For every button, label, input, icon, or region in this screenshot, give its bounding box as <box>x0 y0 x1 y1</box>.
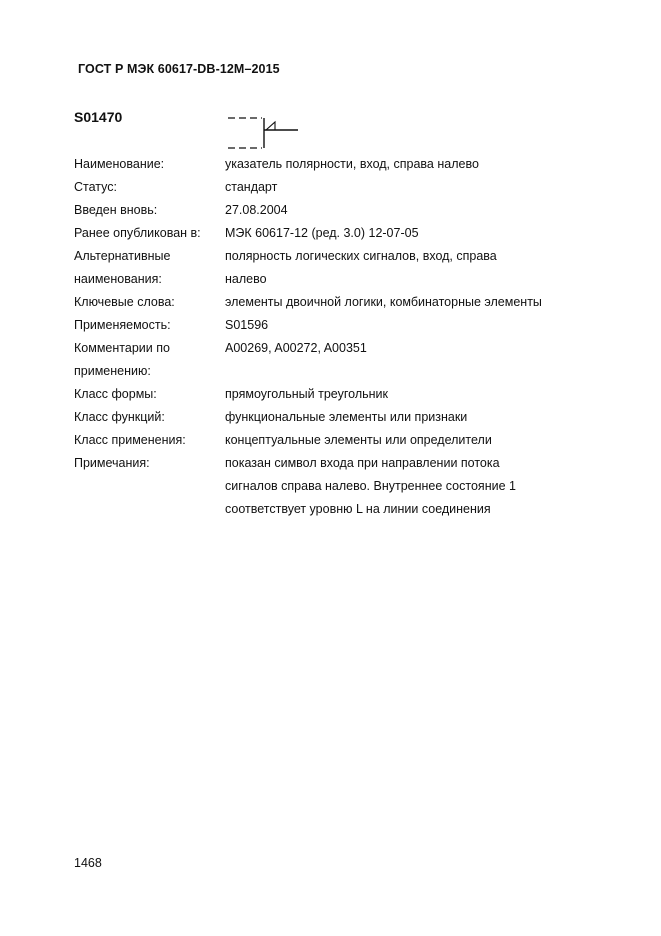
attribute-value: стандарт <box>225 180 278 194</box>
attribute-value: элементы двоичной логики, комбинаторные элементы <box>225 295 542 309</box>
attribute-row <box>74 452 634 521</box>
polarity-indicator-symbol-icon <box>226 110 306 154</box>
attribute-label: Класс формы: <box>74 387 157 401</box>
document-header: ГОСТ Р МЭК 60617-DB-12M–2015 <box>78 62 280 76</box>
attribute-label: Комментарии по применению: <box>74 341 170 378</box>
attribute-value: прямоугольный треугольник <box>225 387 388 401</box>
attribute-label: Статус: <box>74 180 117 194</box>
symbol-code: S01470 <box>74 109 123 125</box>
attribute-row <box>74 291 634 314</box>
attribute-label: Ключевые слова: <box>74 295 175 309</box>
attribute-row <box>74 199 634 222</box>
attribute-label: Класс применения: <box>74 433 186 447</box>
attribute-row <box>74 337 634 383</box>
attribute-row <box>74 176 634 199</box>
attribute-label: Применяемость: <box>74 318 171 332</box>
attribute-label: Примечания: <box>74 456 150 470</box>
attribute-table <box>74 153 634 521</box>
attribute-value: показан символ входа при направлении потока сигналов справа налево. Внутреннее состояние 1 соответствует уровню L на линии соединения <box>225 456 516 516</box>
attribute-value: полярность логических сигналов, вход, справа налево <box>225 249 497 286</box>
attribute-label: Альтернативные наименования: <box>74 249 171 286</box>
attribute-value: 27.08.2004 <box>225 203 288 217</box>
attribute-value: функциональные элементы или признаки <box>225 410 468 424</box>
attribute-value: концептуальные элементы или определители <box>225 433 492 447</box>
attribute-row <box>74 222 634 245</box>
attribute-label: Ранее опубликован в: <box>74 226 201 240</box>
attribute-value: S01596 <box>225 318 269 332</box>
attribute-label: Наименование: <box>74 157 165 171</box>
attribute-label: Введен вновь: <box>74 203 158 217</box>
attribute-row <box>74 245 634 291</box>
attribute-row <box>74 406 634 429</box>
attribute-value: МЭК 60617-12 (ред. 3.0) 12-07-05 <box>225 226 419 240</box>
attribute-row <box>74 314 634 337</box>
attribute-row <box>74 383 634 406</box>
attribute-value: A00269, A00272, A00351 <box>225 341 367 355</box>
page-number: 1468 <box>74 856 102 870</box>
attribute-label: Класс функций: <box>74 410 165 424</box>
attribute-row <box>74 429 634 452</box>
attribute-row <box>74 153 634 176</box>
attribute-value: указатель полярности, вход, справа налево <box>225 157 479 171</box>
